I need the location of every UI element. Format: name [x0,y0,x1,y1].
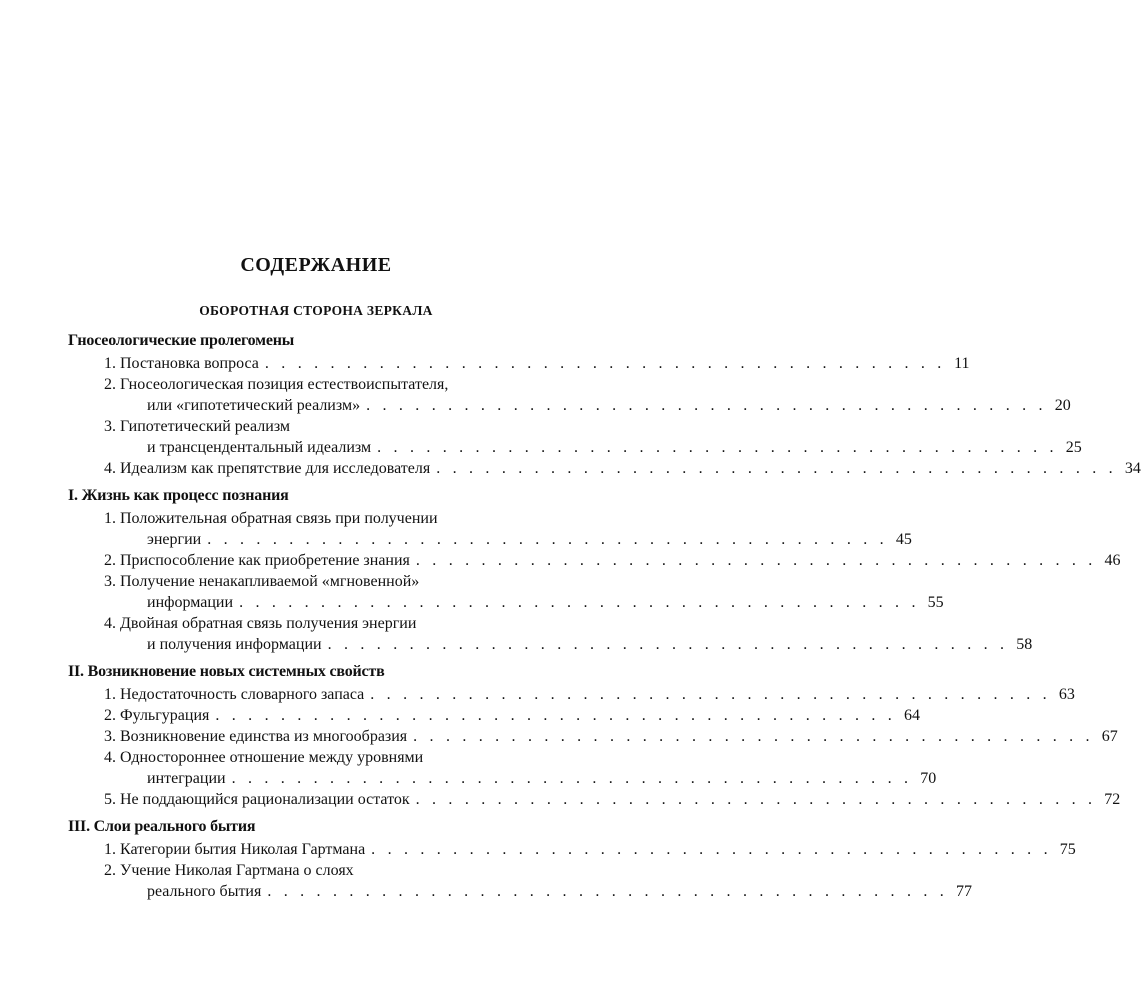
toc-leader-dots: . . . . . . . . . . . . . . . . . . . . . . . . . . . . . . . . . . . . . . . . . . [366,397,1047,414]
toc-entry[interactable] [104,726,1118,747]
toc-entry-text: 1. Постановка вопроса [104,355,259,372]
toc-entry-text: и получения информации [147,636,322,653]
toc-leader-dots: . . . . . . . . . . . . . . . . . . . . . . . . . . . . . . . . . . . . . . . . . . [239,594,920,611]
table-of-contents [68,330,1141,908]
toc-page-number: 64 [903,707,920,724]
toc-leader-dots: . . . . . . . . . . . . . . . . . . . . . . . . . . . . . . . . . . . . . . . . . . [436,460,1117,477]
toc-entry-text: 4. Одностороннее отношение между уровнями [104,749,424,766]
toc-leader-dots: . . . . . . . . . . . . . . . . . . . . . . . . . . . . . . . . . . . . . . . . . . [415,791,1097,808]
toc-section-title: I. Жизнь как процесс познания [68,487,289,504]
toc-entry-text: реального бытия [147,883,262,900]
toc-entry[interactable] [104,416,1082,458]
toc-entry-line [104,529,912,550]
toc-entry-line [104,684,1075,705]
toc-leader-dots: . . . . . . . . . . . . . . . . . . . . . . . . . . . . . . . . . . . . . . . . . . [267,883,948,900]
toc-leader-dots: . . . . . . . . . . . . . . . . . . . . . . . . . . . . . . . . . . . . . . . . . . [327,636,1009,653]
toc-page-number: 45 [895,531,912,548]
toc-entry-line [104,571,508,592]
toc-entry-line [104,747,508,768]
toc-entry-text: интеграции [147,770,226,787]
toc-entry-line [104,550,1121,571]
toc-page-number: 55 [927,594,944,611]
toc-entry-text: и трансцендентальный идеализм [147,439,372,456]
toc-entry-line [104,458,1141,479]
toc-entry[interactable] [104,508,912,550]
toc-entry-text: 4. Идеализм как препятствие для исследователя [104,460,431,477]
toc-entry-line [104,839,1076,860]
toc-entry-text: 2. Гносеологическая позиция естествоиспытателя, [104,376,449,393]
toc-section [68,661,1121,810]
toc-section-title: III. Слои реального бытия [68,818,256,835]
toc-entry-line [104,726,1118,747]
toc-entry-text: 1. Недостаточность словарного запаса [104,686,365,703]
toc-leader-dots: . . . . . . . . . . . . . . . . . . . . . . . . . . . . . . . . . . . . . . . . . . [370,686,1051,703]
toc-section [68,816,1076,902]
toc-entry-line [104,860,508,881]
toc-entry-line [104,416,508,437]
page-subtitle: ОБОРОТНАЯ СТОРОНА ЗЕРКАЛА [199,303,433,318]
toc-entry-line [104,613,508,634]
toc-leader-dots: . . . . . . . . . . . . . . . . . . . . . . . . . . . . . . . . . . . . . . . . . . [415,552,1097,569]
toc-page-number: 67 [1101,728,1118,745]
toc-leader-dots: . . . . . . . . . . . . . . . . . . . . . . . . . . . . . . . . . . . . . . . . . . [215,707,896,724]
toc-page-number: 70 [920,770,937,787]
toc-page-number: 72 [1104,791,1121,808]
toc-page-number: 77 [955,883,972,900]
toc-entry-text: 1. Положительная обратная связь при получении [104,510,438,527]
toc-entry-text: информации [147,594,234,611]
toc-entry[interactable] [104,747,937,789]
toc-entry-line [104,508,508,529]
toc-entry-text: 2. Учение Николая Гартмана о слоях [104,862,354,879]
toc-entry[interactable] [104,458,1141,479]
toc-entry-text: 3. Получение ненакапливаемой «мгновенной» [104,573,420,590]
toc-page-number: 11 [954,355,970,372]
toc-entry-line [104,437,1082,458]
toc-entry[interactable] [104,374,1071,416]
toc-entry-line [104,789,1121,810]
toc-entry-line [104,768,937,789]
toc-entry-text: или «гипотетический реализм» [147,397,361,414]
toc-entry-text: 2. Приспособление как приобретение знания [104,552,410,569]
toc-entry[interactable] [104,705,920,726]
toc-entry[interactable] [104,613,1033,655]
toc-leader-dots: . . . . . . . . . . . . . . . . . . . . . . . . . . . . . . . . . . . . . . . . . . [207,531,888,548]
toc-section-title: Гносеологические пролегомены [68,332,295,349]
toc-entry[interactable] [104,550,1121,571]
toc-page-number: 34 [1124,460,1141,477]
toc-entry-text: 5. Не поддающийся рационализации остаток [104,791,410,808]
toc-leader-dots: . . . . . . . . . . . . . . . . . . . . . . . . . . . . . . . . . . . . . . . . . . [264,355,946,372]
toc-leader-dots: . . . . . . . . . . . . . . . . . . . . . . . . . . . . . . . . . . . . . . . . . . [371,841,1052,858]
toc-entry-line [104,634,1033,655]
toc-leader-dots: . . . . . . . . . . . . . . . . . . . . . . . . . . . . . . . . . . . . . . . . . . [413,728,1094,745]
toc-entry[interactable] [104,789,1121,810]
toc-entry-line [104,353,970,374]
page-title: СОДЕРЖАНИЕ [240,254,392,276]
toc-entry[interactable] [104,860,972,902]
toc-entry[interactable] [104,684,1075,705]
toc-entry-text: 2. Фульгурация [104,707,210,724]
toc-entry-text: 3. Возникновение единства из многообразия [104,728,408,745]
toc-leader-dots: . . . . . . . . . . . . . . . . . . . . . . . . . . . . . . . . . . . . . . . . . . [231,770,913,787]
toc-entry[interactable] [104,839,1076,860]
toc-page-number: 58 [1016,636,1033,653]
toc-section [68,485,1121,655]
toc-section [68,330,1141,479]
toc-entry-text: 4. Двойная обратная связь получения энергии [104,615,417,632]
toc-entry[interactable] [104,353,970,374]
toc-leader-dots: . . . . . . . . . . . . . . . . . . . . . . . . . . . . . . . . . . . . . . . . . . [377,439,1058,456]
toc-page-number: 46 [1104,552,1121,569]
toc-section-title: II. Возникновение новых системных свойств [68,663,385,680]
toc-entry-line [104,881,972,902]
toc-entry-text: 1. Категории бытия Николая Гартмана [104,841,366,858]
toc-entry-line [104,592,944,613]
toc-entry-text: энергии [147,531,202,548]
toc-page-number: 75 [1059,841,1076,858]
toc-entry-text: 3. Гипотетический реализм [104,418,291,435]
toc-page-number: 25 [1065,439,1082,456]
toc-page-number: 20 [1054,397,1071,414]
toc-entry-line [104,374,508,395]
toc-entry-line [104,705,920,726]
toc-entry[interactable] [104,571,944,613]
toc-entry-line [104,395,1071,416]
toc-page-number: 63 [1058,686,1075,703]
